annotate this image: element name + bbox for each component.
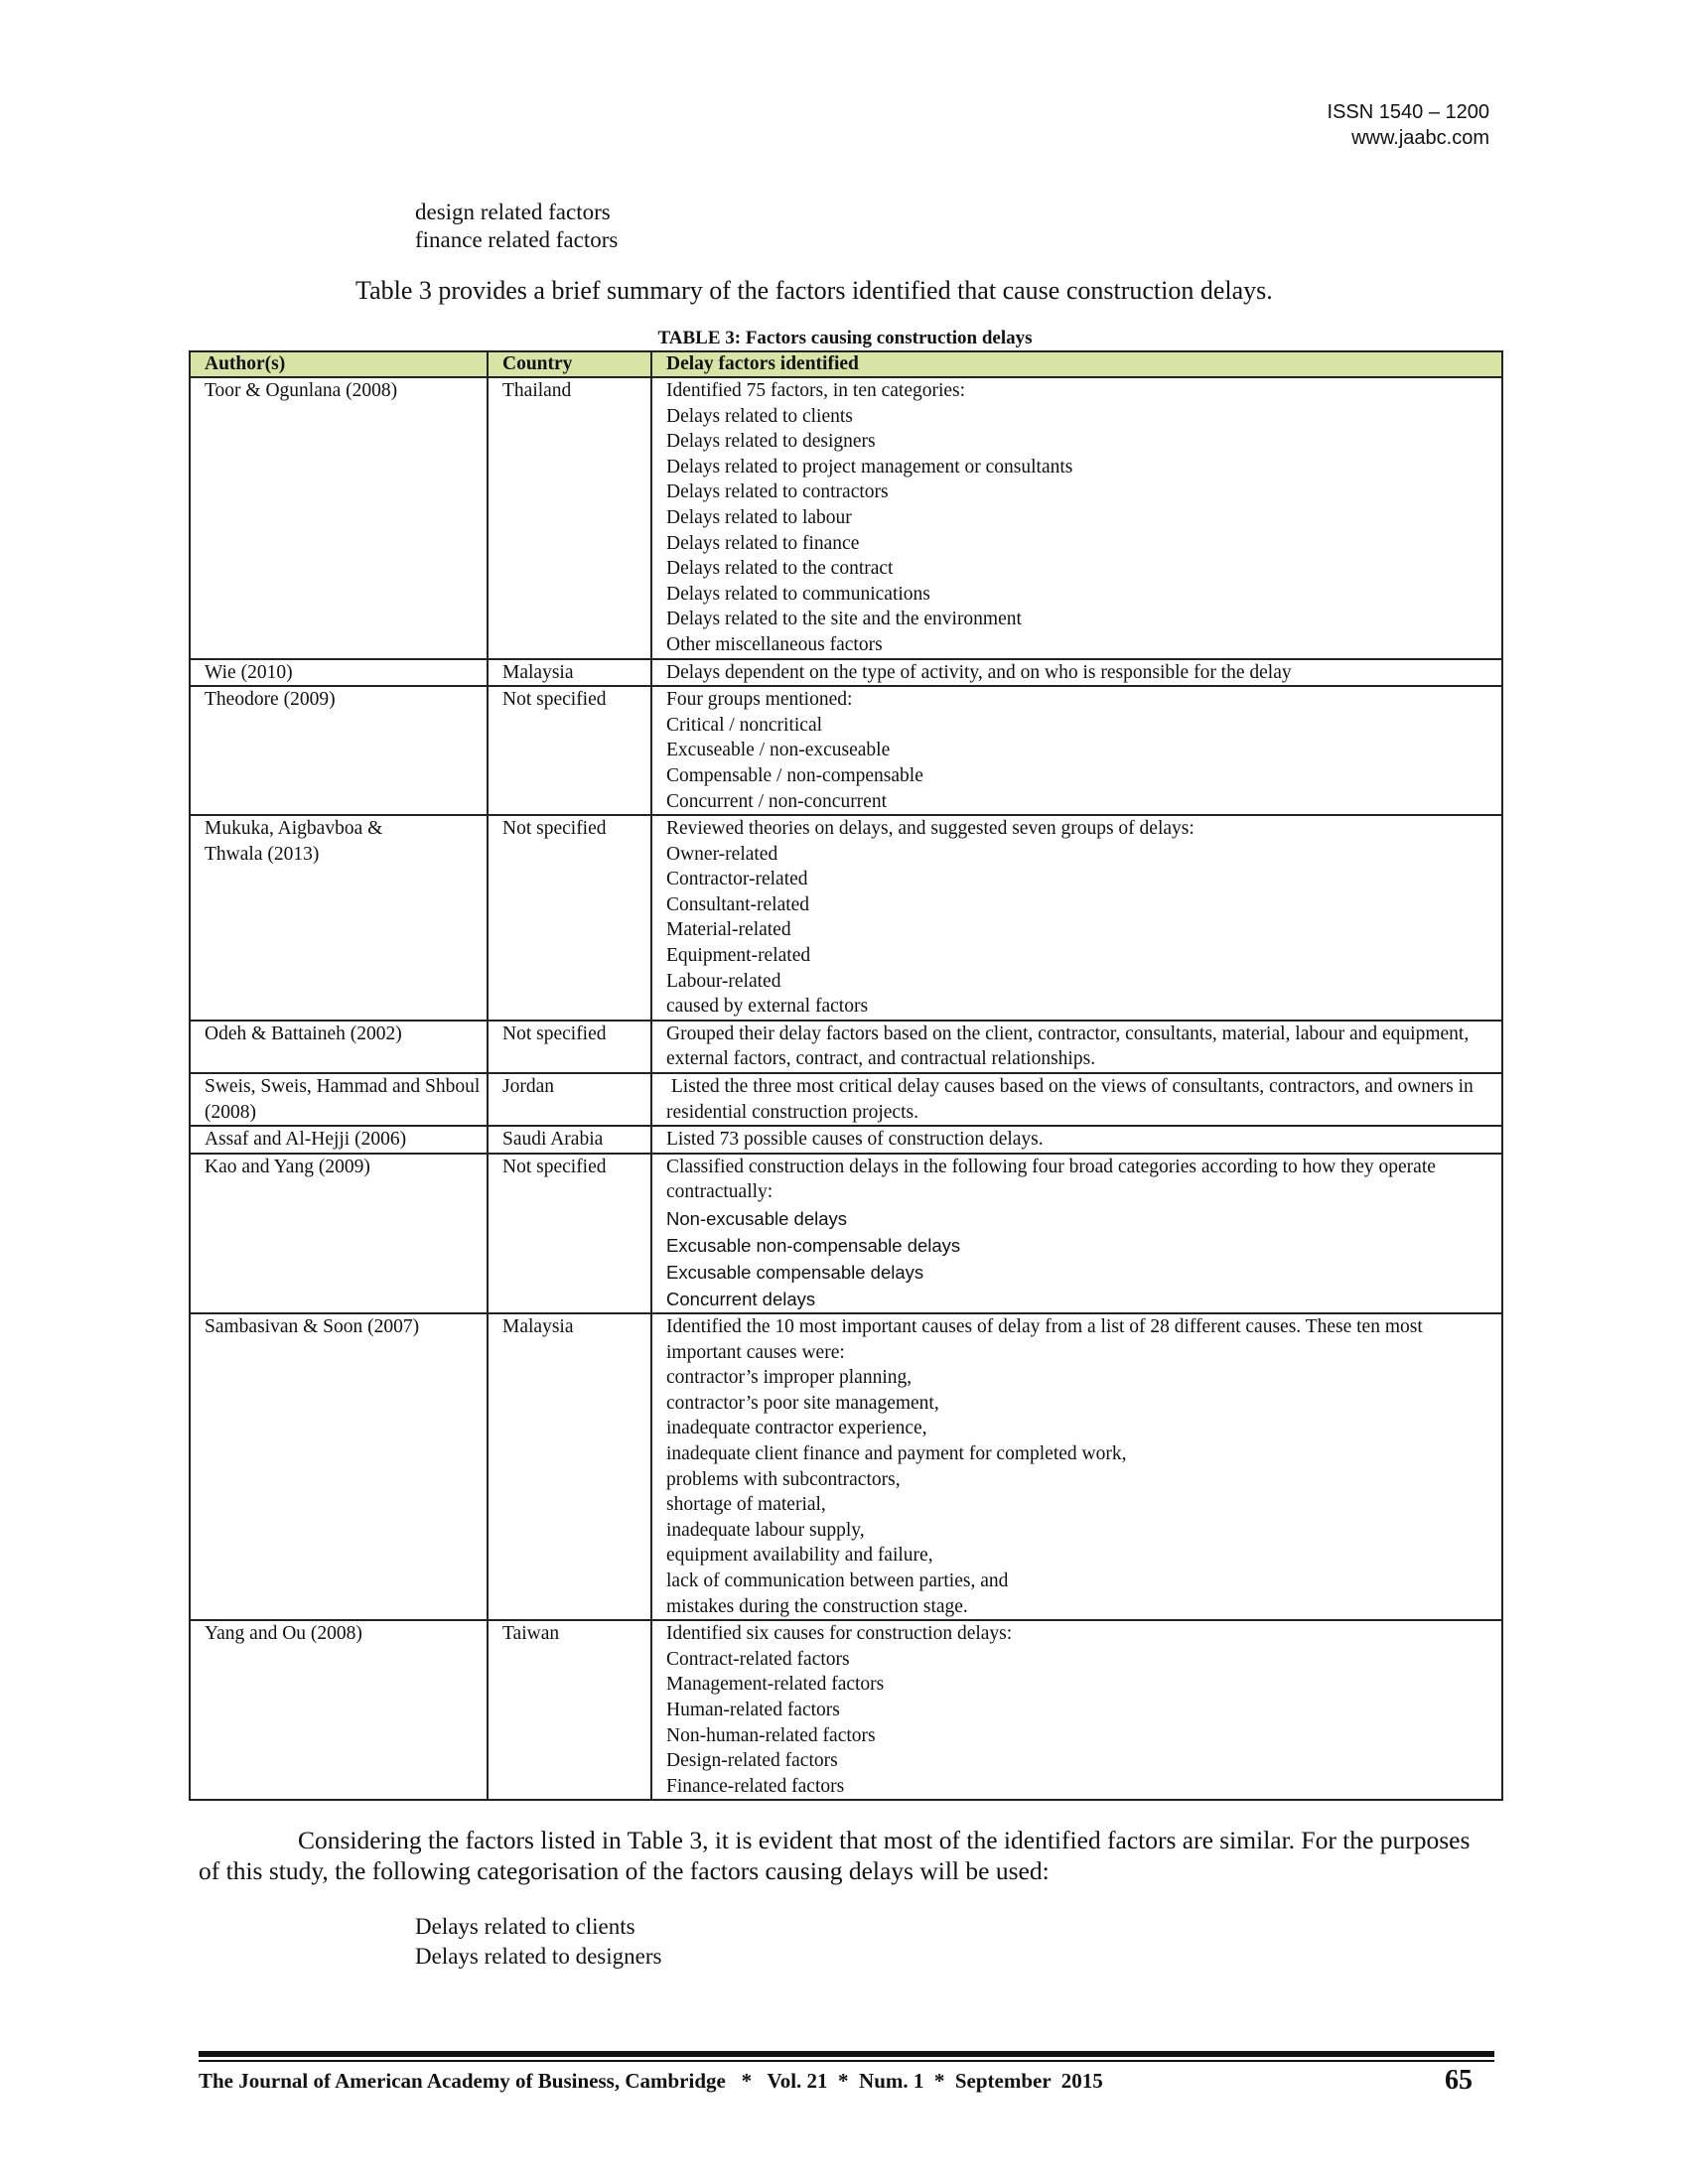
factor-line: problems with subcontractors,	[666, 1468, 901, 1490]
country-cell: Jordan	[488, 1073, 651, 1126]
factor-line: caused by external factors	[666, 996, 869, 1018]
factor-line: Delays related to the contract	[666, 558, 894, 580]
factor-line: Classified construction delays in the following four broad categories according to how they operate contractually:	[666, 1156, 1436, 1203]
factor-line: Excusable non-compensable delays	[666, 1235, 961, 1256]
country-cell: Not specified	[488, 686, 651, 815]
factor-line: Owner-related	[666, 843, 778, 865]
factor-line: Critical / noncritical	[666, 714, 823, 736]
website-text: www.jaabc.com	[1351, 127, 1489, 149]
table-row	[190, 815, 1502, 1021]
table-row	[190, 1313, 1502, 1620]
factor-line: inadequate labour supply,	[666, 1519, 865, 1541]
factor-line: Design-related factors	[666, 1750, 838, 1772]
factor-line: inadequate client finance and payment for completed work,	[666, 1442, 1127, 1464]
factor-line: Compensable / non-compensable	[666, 764, 923, 786]
factor-line: Excusable compensable delays	[666, 1262, 924, 1283]
table-row	[190, 1154, 1502, 1313]
factor-line: Other miscellaneous factors	[666, 633, 883, 655]
factor-line: contractor’s poor site management,	[666, 1392, 939, 1414]
factor-line: Listed the three most critical delay causes based on the views of consultants, contractors, and owners in residential construction projects.	[666, 1076, 1478, 1123]
table-row	[190, 377, 1502, 659]
factor-line: Contract-related factors	[666, 1648, 850, 1670]
factor-line: Delays related to finance	[666, 532, 860, 554]
country-cell: Not specified	[488, 1021, 651, 1073]
column-header-author: Author(s)	[190, 351, 488, 377]
footer-rule-thin	[199, 2060, 1494, 2062]
factor-line: Delays related to clients	[666, 405, 853, 427]
factor-line: Identified the 10 most important causes of delay from a list of 28 different causes. These ten most important causes were:	[666, 1316, 1423, 1363]
factor-line: contractor’s improper planning,	[666, 1367, 913, 1389]
list-item: finance related factors	[415, 227, 619, 252]
table-row	[190, 1126, 1502, 1154]
factor-line: Delays dependent on the type of activity, and on who is responsible for the delay	[666, 661, 1292, 683]
table-row	[190, 659, 1502, 687]
factor-line: Contractor-related	[666, 869, 808, 890]
factor-line: Listed 73 possible causes of construction delays.	[666, 1129, 1044, 1151]
factors-cell	[651, 659, 1502, 687]
author-cell: Theodore (2009)	[190, 686, 488, 815]
factor-line: Non-human-related factors	[666, 1724, 876, 1746]
factor-line: lack of communication between parties, and	[666, 1570, 1009, 1591]
factors-cell	[651, 1620, 1502, 1800]
author-cell: Mukuka, Aigbavboa & Thwala (2013)	[190, 815, 488, 1021]
body-paragraph: Considering the factors listed in Table 3, it is evident that most of the identified factors are similar. For the purposes of this study, the following categorisation of the factors causing delays will be used:	[199, 1826, 1471, 1885]
factor-line: shortage of material,	[666, 1494, 826, 1516]
factor-line: Delays related to designers	[666, 431, 876, 453]
factor-line: Identified six causes for construction delays:	[666, 1623, 1013, 1645]
intro-list	[415, 199, 618, 254]
author-cell: Odeh & Battaineh (2002)	[190, 1021, 488, 1073]
factors-cell	[651, 1154, 1502, 1313]
list-item: Delays related to designers	[415, 1944, 662, 1969]
factors-cell	[651, 1073, 1502, 1126]
factor-line: equipment availability and failure,	[666, 1545, 933, 1567]
author-cell: Toor & Ogunlana (2008)	[190, 377, 488, 659]
factor-line: mistakes during the construction stage.	[666, 1595, 968, 1617]
table-row	[190, 1021, 1502, 1073]
page-number: 65	[1445, 2065, 1473, 2096]
table-intro-text: Table 3 provides a brief summary of the factors identified that cause construction delays.	[355, 276, 1273, 305]
author-cell: Sambasivan & Soon (2007)	[190, 1313, 488, 1620]
page-header	[1328, 99, 1489, 151]
factor-line: Equipment-related	[666, 945, 811, 967]
country-cell: Malaysia	[488, 659, 651, 687]
author-cell: Kao and Yang (2009)	[190, 1154, 488, 1313]
country-cell: Not specified	[488, 1154, 651, 1313]
factor-line: Delays related to labour	[666, 506, 852, 528]
factor-line: Consultant-related	[666, 893, 810, 915]
factors-cell	[651, 815, 1502, 1021]
author-cell: Assaf and Al-Hejji (2006)	[190, 1126, 488, 1154]
factor-line: Four groups mentioned:	[666, 689, 853, 711]
footer-rule-thick	[199, 2051, 1494, 2057]
author-cell: Yang and Ou (2008)	[190, 1620, 488, 1800]
author-cell: Wie (2010)	[190, 659, 488, 687]
journal-citation: The Journal of American Academy of Business, Cambridge * Vol. 21 * Num. 1 * September 2015	[199, 2069, 1103, 2093]
factor-line: Excuseable / non-excuseable	[666, 740, 891, 761]
factor-line: Material-related	[666, 919, 791, 941]
factor-line: Concurrent / non-concurrent	[666, 790, 888, 812]
table-row	[190, 686, 1502, 815]
factor-line: Grouped their delay factors based on the client, contractor, consultants, material, labour and equipment, external factors, contract, and contractual relationships.	[666, 1023, 1470, 1070]
column-header-country: Country	[488, 351, 651, 377]
factor-line: Labour-related	[666, 970, 781, 992]
factor-line: Delays related to communications	[666, 583, 930, 605]
country-cell: Taiwan	[488, 1620, 651, 1800]
list-item: Delays related to clients	[415, 1914, 635, 1939]
country-cell: Saudi Arabia	[488, 1126, 651, 1154]
factor-line: Non-excusable delays	[666, 1208, 848, 1229]
factor-line: Concurrent delays	[666, 1289, 816, 1309]
factors-cell	[651, 1313, 1502, 1620]
factors-cell	[651, 1021, 1502, 1073]
column-header-factors: Delay factors identified	[651, 351, 1502, 377]
list-item: design related factors	[415, 200, 611, 224]
table-row	[190, 1620, 1502, 1800]
factor-line: Delays related to the site and the environment	[666, 609, 1022, 630]
factors-cell	[651, 377, 1502, 659]
factor-line: Identified 75 factors, in ten categories:	[666, 380, 966, 401]
country-cell: Thailand	[488, 377, 651, 659]
factor-line: Delays related to project management or consultants	[666, 456, 1073, 478]
table-header-row	[190, 351, 1502, 377]
country-cell: Not specified	[488, 815, 651, 1021]
factor-line: inadequate contractor experience,	[666, 1418, 927, 1439]
outro-list	[415, 1912, 661, 1972]
factors-cell	[651, 686, 1502, 815]
table-row	[190, 1073, 1502, 1126]
table-caption: TABLE 3: Factors causing construction delays	[657, 328, 1033, 348]
delay-factors-table	[189, 350, 1503, 1801]
factor-line: Delays related to contractors	[666, 481, 889, 503]
factor-line: Human-related factors	[666, 1699, 840, 1720]
author-cell: Sweis, Sweis, Hammad and Shboul (2008)	[190, 1073, 488, 1126]
factor-line: Management-related factors	[666, 1674, 885, 1696]
factor-line: Finance-related factors	[666, 1775, 845, 1797]
factor-line: Reviewed theories on delays, and suggested seven groups of delays:	[666, 818, 1195, 840]
factors-cell	[651, 1126, 1502, 1154]
country-cell: Malaysia	[488, 1313, 651, 1620]
issn-text: ISSN 1540 – 1200	[1327, 101, 1489, 123]
